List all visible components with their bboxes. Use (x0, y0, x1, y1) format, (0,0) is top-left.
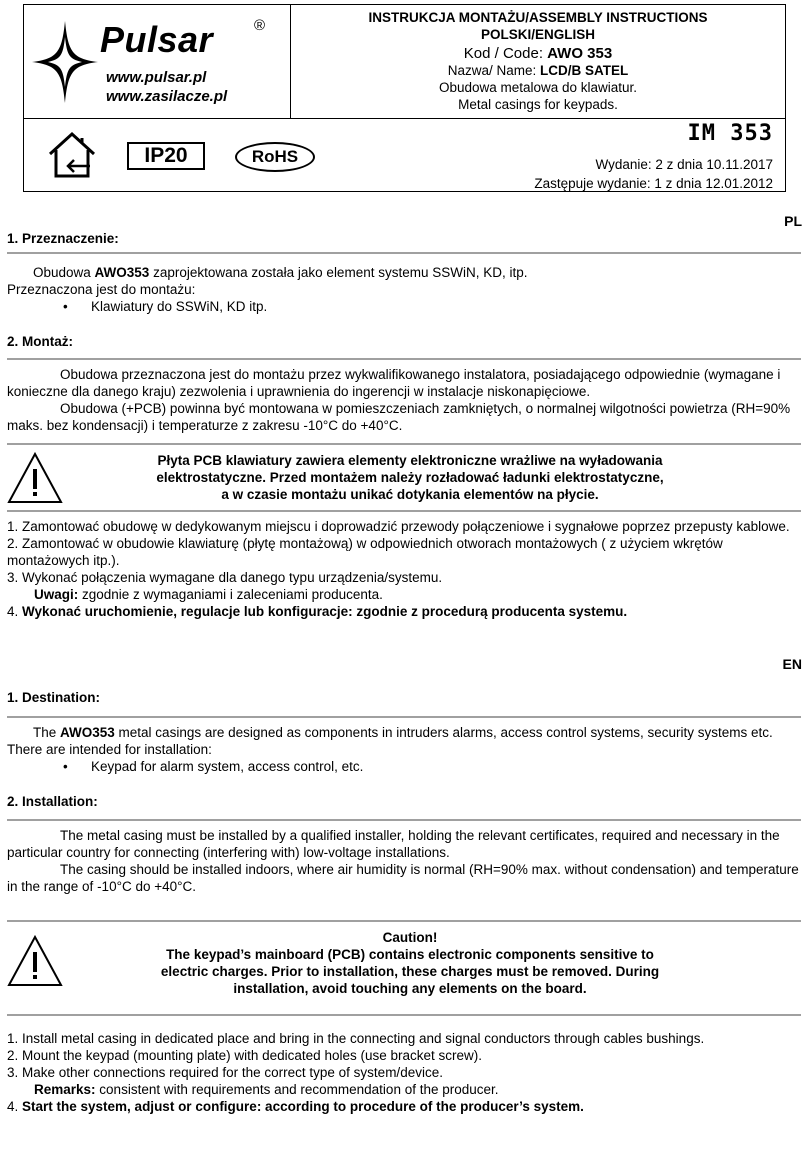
en-section2-para1: The metal casing must be installed by a qualified installer, holding the relevant certificates, required and necessary in the particular country for connecting (interfering with) low-voltage installations. (7, 828, 780, 860)
pl-warning-text: Płyta PCB klawiatury zawiera elementy elektroniczne wrażliwe na wyładowania elektrostatyczne. Przed montażem należy rozładować ładunki elektrostatyczne, a w czasie montażu unikać dotykania elementów na płycie. (156, 453, 664, 502)
pl-section1-bullet: • Klawiatury do SSWiN, KD itp. (7, 298, 801, 315)
pl-step-1: 1. Zamontować obudowę w dedykowanym miejscu i doprowadzić przewody połączeniowe i sygnałowe poprzez przepusty kablowe. (7, 519, 790, 534)
logo-brand: Pulsar (100, 19, 214, 60)
en-section2-para2: The casing should be installed indoors, where air humidity is normal (RH=90% max. without condensation) and temperature in the range of -10°C do +40°C. (7, 862, 799, 894)
en-section1-body (7, 724, 801, 775)
header-vertical-divider (290, 5, 291, 118)
title-languages: POLSKI/ENGLISH (480, 27, 595, 42)
en-warning-rule-bottom (7, 1014, 801, 1016)
product-code: Kod / Code: AWO 353 (463, 45, 613, 62)
header-titles (292, 9, 784, 113)
warning-triangle-icon (7, 934, 63, 988)
en-section1-para: The AWO353 metal casings are designed as components in intruders alarms, access control systems, security systems etc. There are intended for installation: (7, 725, 773, 757)
pl-section2-para2: Obudowa (+PCB) powinna być montowana w pomieszczeniach zamkniętych, o normalnej wilgotności powietrza (RH=90% maks. bez kondensacji) i temperaturze z zakresu -10°C do +40°C. (7, 401, 791, 433)
header-box (23, 4, 786, 192)
pl-warning-rule-top (7, 443, 801, 445)
pl-step-3: 3. Wykonać połączenia wymagane dla danego typu urządzenia/systemu. (7, 570, 443, 585)
pl-section2-title: 2. Montaż: (7, 334, 73, 349)
logo-url-pulsar: www.pulsar.pl (106, 69, 207, 86)
en-section1-title: 1. Destination: (7, 690, 101, 705)
pl-section2-rule (7, 358, 801, 360)
pl-step-2: 2. Zamontować w obudowie klawiaturę (płytę montażową) w odpowiednich otworach montażowych ( z użyciem wkrętów montażowych itp.). (7, 536, 723, 568)
ip20-badge: IP20 (127, 142, 205, 170)
pulsar-star-icon (32, 21, 98, 103)
desc-pl: Obudowa metalowa do klawiatur. (438, 80, 638, 95)
pl-warning-rule-bottom (7, 510, 801, 512)
pl-section1-para: Obudowa AWO353 zaprojektowana została jako element systemu SSWiN, KD, itp. (33, 265, 528, 280)
en-section2-title: 2. Installation: (7, 794, 98, 809)
lang-label-en: EN (782, 656, 802, 672)
en-warning-box (7, 928, 801, 998)
pl-section1-title: 1. Przeznaczenie: (7, 231, 119, 246)
en-step-1: 1. Install metal casing in dedicated place and bring in the connecting and signal conductors through cables bushings. (7, 1031, 705, 1046)
indoor-house-icon (46, 130, 98, 182)
en-warning-rule-top (7, 920, 801, 922)
en-section2-body (7, 827, 801, 895)
en-step-3: 3. Make other connections required for the correct type of system/device. (7, 1065, 443, 1080)
pl-steps (7, 518, 801, 620)
en-section2-rule (7, 819, 801, 821)
en-step-note: Remarks: consistent with requirements and recommendation of the producer. (34, 1082, 499, 1097)
pl-section2-body (7, 366, 801, 434)
rohs-badge: RoHS (235, 142, 315, 172)
pl-step-4: 4. Wykonać uruchomienie, regulacje lub konfiguracje: zgodnie z procedurą producenta systemu. (7, 604, 628, 619)
en-step-4: 4. Start the system, adjust or configure: according to procedure of the producer’s system. (7, 1099, 584, 1114)
pulsar-logo (32, 15, 282, 115)
en-section1-rule (7, 716, 801, 718)
en-warning-text: Caution! The keypad’s mainboard (PCB) contains electronic components sensitive to electric charges. Prior to installation, these charges must be removed. During installation, avoid touching any elements on the board. (160, 930, 660, 996)
product-name: Nazwa/ Name: LCD/B SATEL (447, 63, 629, 78)
en-section1-bullet: • Keypad for alarm system, access control, etc. (7, 758, 801, 775)
registered-mark: ® (254, 17, 266, 34)
lang-label-pl: PL (784, 213, 802, 229)
pl-step-note: Uwagi: zgodnie z wymaganiami i zaleceniami producenta. (34, 587, 383, 602)
en-step-2: 2. Mount the keypad (mounting plate) with dedicated holes (use bracket screw). (7, 1048, 482, 1063)
title-instructions: INSTRUKCJA MONTAŻU/ASSEMBLY INSTRUCTIONS (368, 10, 708, 25)
replaces-info: Zastępuje wydanie: 1 z dnia 12.01.2012 (534, 176, 773, 191)
edition-info: Wydanie: 2 z dnia 10.11.2017 (595, 157, 773, 172)
desc-en: Metal casings for keypads. (458, 97, 618, 112)
pl-warning-box (7, 451, 801, 507)
logo-url-zasilacze: www.zasilacze.pl (106, 88, 228, 105)
pl-section1-body (7, 264, 801, 315)
pl-section1-intended: Przeznaczona jest do montażu: (7, 282, 196, 297)
document-number: IM 353 (687, 121, 773, 146)
pl-section1-rule (7, 252, 801, 254)
en-steps (7, 1030, 801, 1115)
warning-triangle-icon (7, 451, 63, 505)
header-divider (24, 118, 785, 119)
pl-section2-para1: Obudowa przeznaczona jest do montażu przez wykwalifikowanego instalatora, posiadającego odpowiednie (wymagane i konieczne dla danego kraju) zezwolenia i uprawnienia do ingerencji w instalacje niskonapięciowe. (7, 367, 781, 399)
